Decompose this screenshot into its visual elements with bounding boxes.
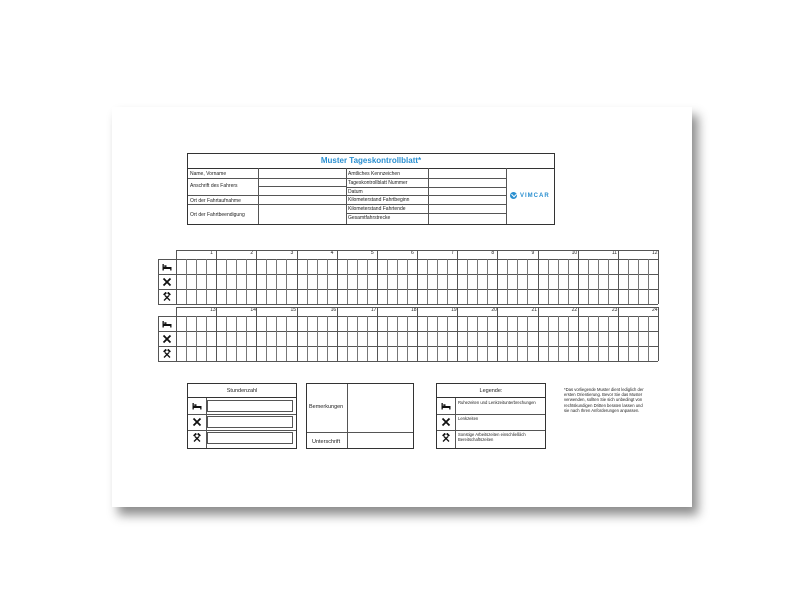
brand-name: VIMCAR (520, 192, 550, 199)
divider (158, 304, 658, 305)
grid-cell-line (317, 259, 318, 304)
hour-label: 18 (411, 307, 417, 313)
divider (506, 168, 507, 224)
grid-cell-line (226, 316, 227, 361)
grid-cell-line (497, 307, 498, 361)
hour-label: 16 (330, 307, 337, 313)
grid-cell-line (527, 316, 528, 361)
grid-cell-line (337, 307, 338, 361)
hour-label: 4 (330, 250, 334, 256)
grid-cell-line (638, 259, 639, 304)
signature-label: Unterschrift (312, 439, 341, 445)
grid-cell-line (236, 259, 237, 304)
grid-cell-line (447, 316, 448, 361)
remarks-box (306, 383, 414, 449)
grid-cell-line (266, 259, 267, 304)
grid-cell-line (186, 259, 187, 304)
hours-box-title: Stundenzahl (188, 384, 296, 398)
grid-cell-line (226, 259, 227, 304)
bed-icon (440, 401, 452, 413)
cross-icon (191, 417, 203, 429)
hour-label: 11 (611, 250, 618, 256)
grid-cell-line (658, 307, 659, 361)
hour-label: 5 (370, 250, 374, 256)
grid-cell-line (246, 316, 247, 361)
hour-label: 14 (250, 307, 256, 313)
grid-cell-line (578, 250, 579, 304)
grid-cell-line (608, 259, 609, 304)
grid-cell-line (497, 250, 498, 304)
grid-cell-line (286, 259, 287, 304)
grid-cell-line (588, 259, 589, 304)
divider (188, 204, 346, 205)
divider (158, 274, 658, 275)
legend-item-text: Sonstige Arbeitszeiten einschließlich Bereitschaftszeiten (458, 432, 526, 442)
grid-cell-line (367, 316, 368, 361)
grid-cell-line (286, 316, 287, 361)
label-end-place: Ort der Fahrtbeendigung (190, 212, 245, 218)
hour-label: 22 (571, 307, 578, 313)
divider (346, 187, 506, 188)
label-name: Name, Vorname (190, 171, 227, 177)
time-grid-bottom (158, 307, 658, 361)
grid-cell-line (628, 259, 629, 304)
divider (158, 259, 658, 260)
grid-cell-line (427, 316, 428, 361)
hour-label: 13 (210, 307, 216, 313)
grid-cell-line (256, 307, 257, 361)
hour-label: 8 (491, 250, 495, 256)
grid-cell-line (377, 250, 378, 304)
divider (158, 331, 658, 332)
grid-cell-line (477, 259, 478, 304)
hour-label: 9 (531, 250, 535, 256)
grid-cell-line (648, 316, 649, 361)
label-date: Datum (348, 189, 363, 195)
hammers-icon (440, 433, 452, 445)
grid-cell-line (196, 259, 197, 304)
hour-label: 6 (411, 250, 414, 256)
grid-cell-line (507, 259, 508, 304)
grid-cell-line (186, 316, 187, 361)
grid-cell-line (367, 259, 368, 304)
divider (307, 432, 413, 433)
legend-title: Legende: (437, 384, 545, 398)
divider (258, 186, 346, 187)
cross-icon (440, 417, 452, 429)
hammers-icon (191, 433, 203, 445)
grid-cell-line (397, 259, 398, 304)
grid-cell-line (457, 250, 458, 304)
grid-cell-line (387, 316, 388, 361)
grid-cell-line (347, 316, 348, 361)
grid-cell-line (357, 316, 358, 361)
grid-cell-line (507, 316, 508, 361)
grid-cell-line (417, 307, 418, 361)
divider (428, 168, 429, 224)
hour-label: 17 (370, 307, 377, 313)
grid-cell-line (618, 250, 619, 304)
grid-cell-line (548, 259, 549, 304)
grid-cell-line (206, 259, 207, 304)
grid-cell-line (517, 259, 518, 304)
divider (188, 430, 296, 431)
hour-label: 23 (611, 307, 618, 313)
grid-cell-line (357, 259, 358, 304)
grid-cell-line (196, 316, 197, 361)
grid-cell-line (548, 316, 549, 361)
legend-box (436, 383, 546, 449)
divider (188, 178, 346, 179)
grid-cell-line (568, 316, 569, 361)
grid-cell-line (487, 259, 488, 304)
hours-input-cell[interactable] (207, 432, 293, 444)
hour-label: 20 (491, 307, 497, 313)
grid-cell-line (377, 307, 378, 361)
grid-cell-line (307, 259, 308, 304)
grid-cell-line (558, 316, 559, 361)
bed-icon (191, 401, 203, 413)
grid-cell-line (578, 307, 579, 361)
hour-label: 24 (652, 307, 658, 313)
remarks-label: Bemerkungen (309, 404, 344, 410)
divider (347, 384, 348, 448)
grid-cell-line (297, 250, 298, 304)
divider (346, 168, 347, 224)
grid-cell-line (327, 259, 328, 304)
label-start-place: Ort der Fahrtaufnahme (190, 198, 241, 204)
grid-cell-line (467, 316, 468, 361)
grid-cell-line (598, 259, 599, 304)
grid-cell-line (266, 316, 267, 361)
grid-cell-line (307, 316, 308, 361)
vimcar-logo-icon (510, 192, 517, 199)
grid-cell-line (598, 316, 599, 361)
grid-cell-line (236, 316, 237, 361)
hour-label: 2 (250, 250, 254, 256)
hour-label: 3 (290, 250, 294, 256)
divider (346, 195, 506, 196)
hour-label: 15 (290, 307, 297, 313)
label-km-end: Kilometerstand Fahrtende (348, 206, 406, 212)
hour-label: 21 (531, 307, 538, 313)
grid-cell-line (558, 259, 559, 304)
divider (188, 414, 296, 415)
legend-item-text: Lenkzeiten (458, 416, 479, 421)
hours-input-cell[interactable] (207, 416, 293, 428)
legend-item-text: Ruhezeiten und Lenkzeitunterbrechungen (458, 400, 536, 405)
hours-box (187, 383, 297, 449)
grid-cell-line (276, 259, 277, 304)
divider (158, 289, 658, 290)
grid-cell-line (246, 259, 247, 304)
grid-cell-line (527, 259, 528, 304)
hour-label: 7 (451, 250, 454, 256)
hour-label: 12 (652, 250, 658, 256)
grid-cell-line (176, 250, 177, 304)
divider (158, 316, 658, 317)
grid-cell-line (256, 250, 257, 304)
footnote: *Das vorliegende Muster dient lediglich der ersten Orientierung. Bevor Sie das Muster verwenden, sollten Sie sich unbedingt von rechtskundigen Dritten beraten lassen und sie nach Ihren Anforderungen anpassen. (564, 387, 644, 413)
divider (158, 259, 159, 304)
bed-icon (161, 262, 173, 274)
grid-cell-line (467, 259, 468, 304)
divider (158, 316, 159, 361)
grid-cell-line (648, 259, 649, 304)
grid-cell-line (407, 316, 408, 361)
grid-cell-line (387, 259, 388, 304)
hour-label: 10 (571, 250, 578, 256)
grid-cell-line (407, 259, 408, 304)
label-km-start: Kilometerstand Fahrtbeginn (348, 197, 410, 203)
divider (158, 361, 658, 362)
grid-cell-line (608, 316, 609, 361)
form-title: Muster Tageskontrollblatt* (188, 154, 554, 169)
grid-cell-line (216, 250, 217, 304)
divider (158, 346, 658, 347)
divider (206, 398, 207, 448)
header-form (187, 153, 555, 225)
divider (188, 195, 346, 196)
grid-cell-line (588, 316, 589, 361)
hammers-icon (161, 292, 173, 304)
grid-cell-line (477, 316, 478, 361)
grid-cell-line (427, 259, 428, 304)
grid-cell-line (618, 307, 619, 361)
divider (258, 168, 259, 224)
vimcar-logo (510, 192, 550, 199)
hours-input-cell[interactable] (207, 400, 293, 412)
divider (437, 414, 545, 415)
divider (346, 178, 506, 179)
grid-cell-line (628, 316, 629, 361)
hour-label: 1 (210, 250, 213, 256)
grid-cell-line (206, 316, 207, 361)
hammers-icon (161, 349, 173, 361)
cross-icon (161, 277, 173, 289)
grid-cell-line (337, 250, 338, 304)
divider (346, 204, 506, 205)
label-address: Anschrift des Fahrers (190, 183, 238, 189)
document-sheet (112, 107, 692, 507)
grid-cell-line (176, 307, 177, 361)
grid-cell-line (437, 259, 438, 304)
grid-cell-line (568, 259, 569, 304)
grid-cell-line (347, 259, 348, 304)
grid-cell-line (638, 316, 639, 361)
grid-cell-line (317, 316, 318, 361)
grid-cell-line (447, 259, 448, 304)
grid-cell-line (297, 307, 298, 361)
divider (346, 213, 506, 214)
grid-cell-line (397, 316, 398, 361)
grid-cell-line (538, 250, 539, 304)
grid-cell-line (487, 316, 488, 361)
grid-cell-line (538, 307, 539, 361)
label-license-plate: Amtliches Kennzeichen (348, 171, 400, 177)
grid-cell-line (327, 316, 328, 361)
grid-cell-line (457, 307, 458, 361)
label-total-distance: Gesamtfahrstrecke (348, 215, 391, 221)
grid-cell-line (216, 307, 217, 361)
grid-cell-line (517, 316, 518, 361)
label-sheet-number: Tageskontrollblatt Nummer (348, 180, 408, 186)
divider (437, 430, 545, 431)
hour-label: 19 (451, 307, 457, 313)
cross-icon (161, 334, 173, 346)
divider (455, 398, 456, 448)
bed-icon (161, 319, 173, 331)
grid-cell-line (276, 316, 277, 361)
grid-cell-line (417, 250, 418, 304)
time-grid-top (158, 250, 658, 304)
grid-cell-line (658, 250, 659, 304)
grid-cell-line (437, 316, 438, 361)
